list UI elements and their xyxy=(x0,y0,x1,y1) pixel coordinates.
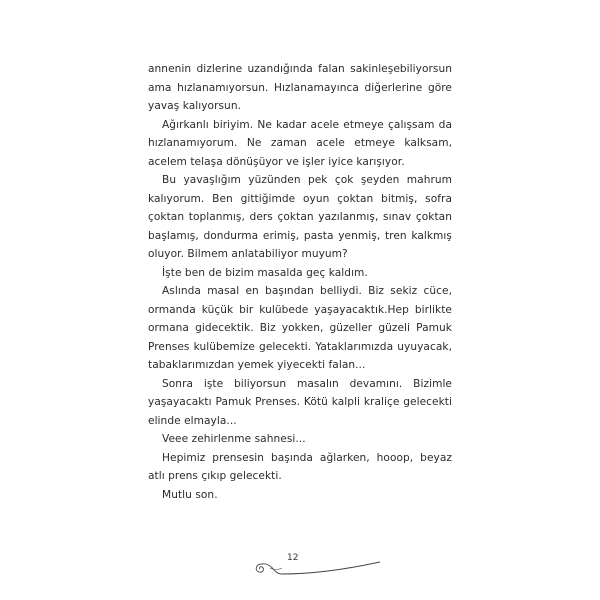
paragraph-4: İşte ben de bizim masalda geç kaldım. xyxy=(162,266,368,279)
paragraph-5: Aslında masal en başından belliydi. Biz sekiz cüce, ormanda küçük bir kulübede yaşayacaktık.Hep birlikte ormana gidecektik. Biz yokken, güzeller güzeli Pamuk Prenses kulübemize gelecekti. Yataklarımızda uyuyacak, tabaklarımızdan yemek yiyecekti falan... xyxy=(148,285,452,371)
paragraph-8: Hepimiz prensesin başında ağlarken, hooop, beyaz atlı prens çıkıp gelecekti. xyxy=(148,451,452,482)
paragraph-9: Mutlu son. xyxy=(162,488,218,501)
paragraph-3: Bu yavaşlığım yüzünden pek çok şeyden mahrum kalıyorum. Ben gittiğimde oyun çoktan bitmiş, sofra çoktan toplanmış, ders çoktan yazılanmış, sınav çoktan başlamış, dondurma erimiş, pasta yenmiş, tren kalkmış oluyor. Bilmem anlatabiliyor muyum? xyxy=(148,174,452,260)
page-footer xyxy=(0,552,600,582)
page-number: 12 xyxy=(287,553,299,563)
paragraph-7: Veee zehirlenme sahnesi... xyxy=(162,433,306,445)
body-text xyxy=(148,60,452,504)
paragraph-6: Sonra işte biliyorsun masalın devamını. Bizimle yaşayacaktı Pamuk Prenses. Kötü kalpli kraliçe gelecekti elinde elmayla... xyxy=(148,377,452,427)
swirl-ornament-icon xyxy=(248,552,388,582)
paragraph-2: Ağırkanlı biriyim. Ne kadar acele etmeye çalışsam da hızlanamıyorum. Ne zaman acele etmeye kalksam, acelem telaşa dönüşüyor ve işler iyice karışıyor. xyxy=(148,118,452,168)
paragraph-1: annenin dizlerine uzandığında falan sakinleşebiliyorsun ama hızlanamıyorsun. Hızlanamayınca diğerlerine göre yavaş kalıyorsun. xyxy=(148,63,452,112)
